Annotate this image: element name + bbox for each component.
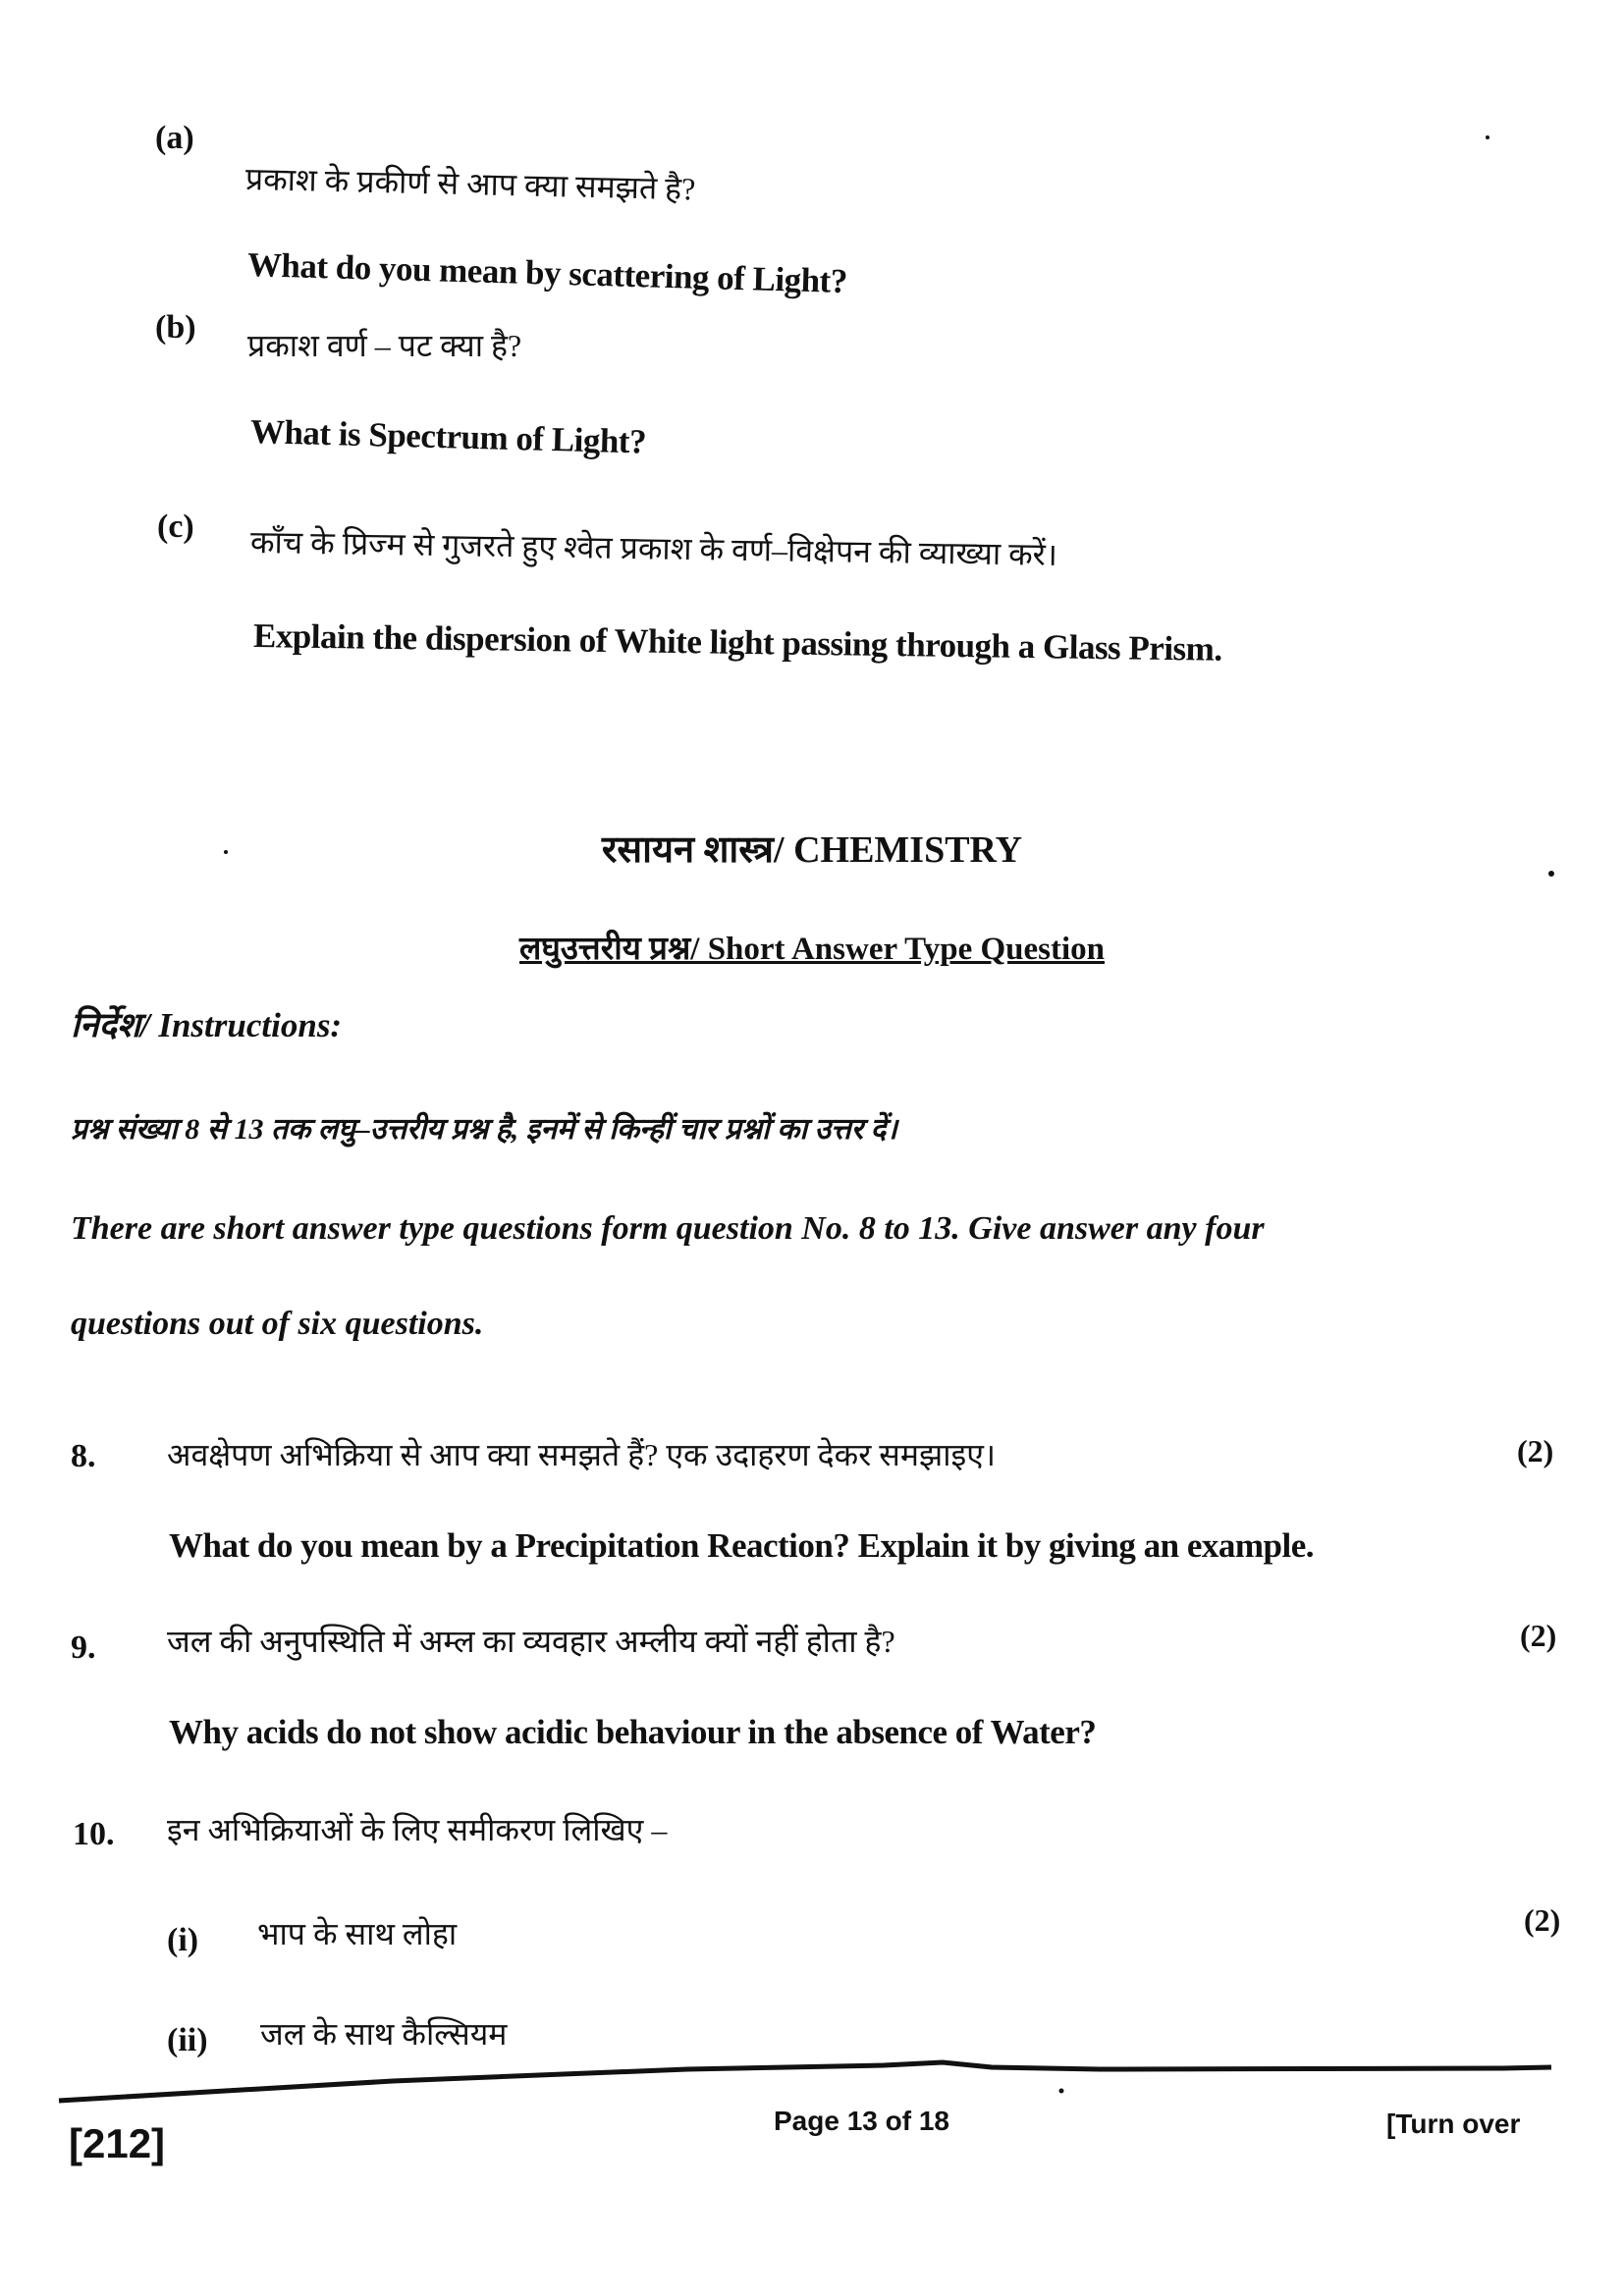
turn-over: [Turn over <box>1386 2109 1521 2139</box>
part-label: (ii) <box>167 2022 208 2058</box>
question-number: 9. <box>71 1629 96 1666</box>
section-subtitle: लघुउत्तरीय प्रश्न/ Short Answer Type Question <box>518 932 1106 967</box>
paper-code: [212] <box>69 2120 166 2166</box>
question-english: What do you mean by a Precipitation Reaction? Explain it by giving an example. <box>169 1526 1314 1565</box>
instructions-english: There are short answer type questions form question No. 8 to 13. Give answer any four <box>71 1210 1265 1247</box>
question-hindi: प्रकाश वर्ण – पट क्या है? <box>247 328 522 363</box>
question-marks: (2) <box>1520 1618 1557 1653</box>
question-hindi: इन अभिक्रियाओं के लिए समीकरण लिखिए – <box>167 1812 668 1847</box>
instructions-heading: निर्देश/ Instructions: <box>71 1006 343 1044</box>
question-english: Explain the dispersion of White light passing through a Glass Prism. <box>252 616 1222 668</box>
question-label: (b) <box>155 309 196 346</box>
question-marks: (2) <box>1524 1902 1561 1938</box>
part-hindi: भाप के साथ लोहा <box>257 1916 458 1951</box>
part-label: (i) <box>167 1922 199 1958</box>
question-label: (a) <box>155 120 194 156</box>
part-hindi: जल के साथ कैल्सियम <box>260 2016 508 2052</box>
question-number: 10. <box>73 1816 115 1852</box>
question-english: What is Spectrum of Light? <box>249 412 647 461</box>
question-hindi: जल की अनुपस्थिति में अम्ल का व्यवहार अम्लीय क्यों नहीं होता है? <box>167 1624 895 1659</box>
question-english: What do you mean by scattering of Light? <box>246 245 848 301</box>
question-hindi: काँच के प्रिज्म से गुजरते हुए श्वेत प्रकाश के वर्ण–विक्षेपन की व्याख्या करें। <box>249 524 1058 572</box>
page-number: Page 13 of 18 <box>774 2106 949 2136</box>
instructions-hindi: प्रश्न संख्या 8 से 13 तक लघु–उत्तरीय प्रश्न है, इनमें से किन्हीं चार प्रश्नों का उत्तर दें। <box>71 1113 897 1146</box>
instructions-english-cont: questions out of six questions. <box>71 1306 484 1342</box>
question-number: 8. <box>71 1438 96 1474</box>
question-marks: (2) <box>1517 1433 1554 1468</box>
section-title: रसायन शास्त्र/ CHEMISTRY <box>601 829 1023 871</box>
question-english: Why acids do not show acidic behaviour in the absence of Water? <box>169 1713 1097 1751</box>
question-label: (c) <box>157 508 194 545</box>
question-hindi: अवक्षेपण अभिक्रिया से आप क्या समझते हैं? एक उदाहरण देकर समझाइए। <box>167 1437 997 1472</box>
question-hindi: प्रकाश के प्रकीर्ण से आप क्या समझते है? <box>244 161 696 207</box>
